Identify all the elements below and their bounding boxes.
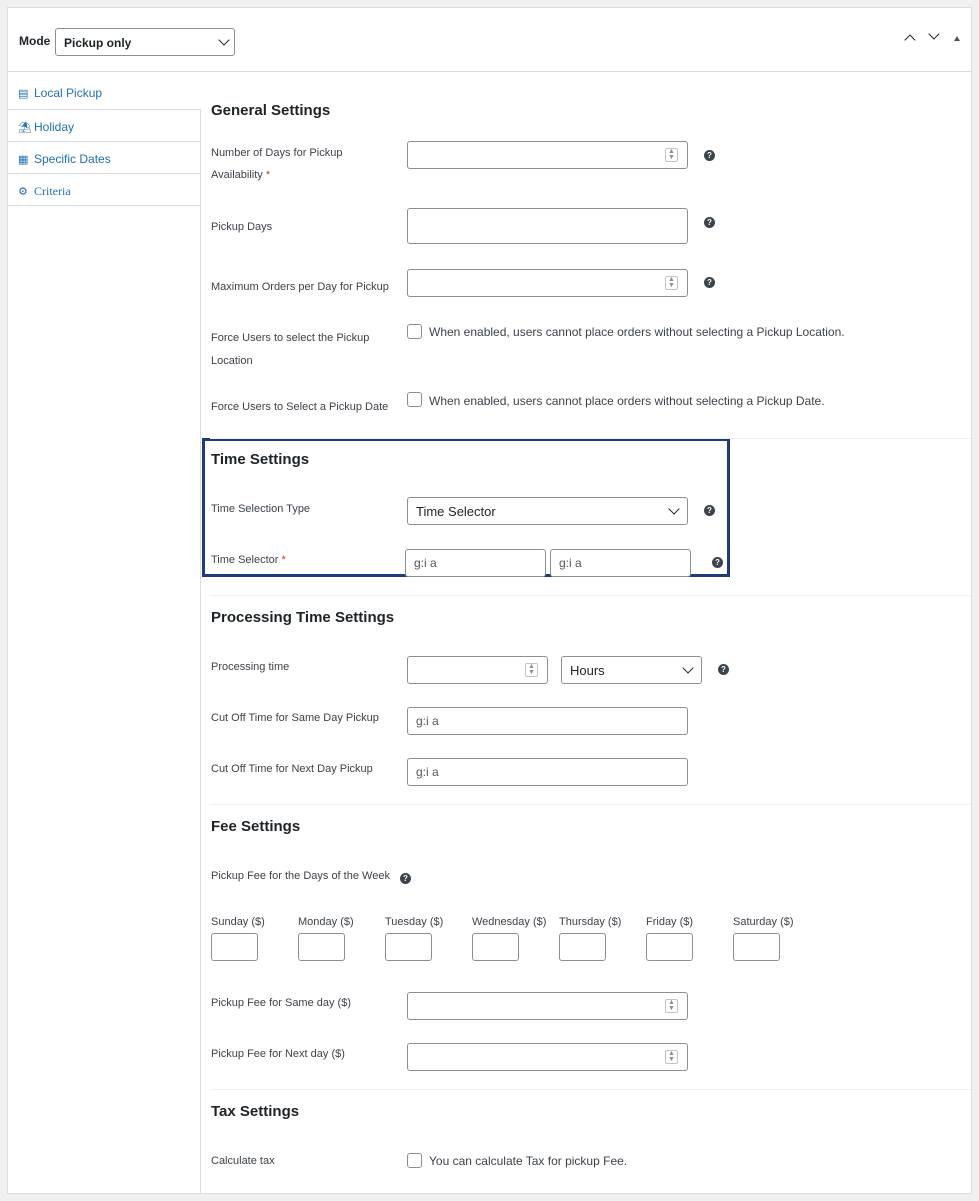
tab-specific-dates[interactable] [8, 142, 201, 174]
chevron-down-icon [928, 28, 939, 39]
pickup-settings-panel [7, 7, 972, 1194]
gear-icon: ⚙ [18, 186, 28, 198]
thursday-fee-input[interactable] [559, 933, 606, 961]
days-availability-label: Number of Days for Pickup Availability * [211, 147, 343, 181]
panel-header [8, 8, 971, 72]
stepper-icon[interactable]: ▲ ▼ [525, 663, 538, 677]
time-selection-type-value: Time Selector [416, 504, 496, 519]
chevron-down-icon [682, 662, 693, 673]
force-location-checkbox[interactable] [407, 324, 422, 339]
processing-unit-select[interactable] [561, 656, 702, 684]
fee-settings-title: Fee Settings [211, 818, 301, 835]
help-icon[interactable]: ? [704, 217, 715, 228]
time-selection-type-select[interactable] [407, 497, 688, 525]
next-day-fee-input[interactable] [407, 1043, 688, 1071]
friday-fee-input[interactable] [646, 933, 693, 961]
section-divider [210, 1089, 971, 1090]
friday-fee-label: Friday ($) [646, 916, 694, 928]
same-day-fee-label: Pickup Fee for Same day ($) [211, 997, 352, 1009]
force-date-checkbox[interactable] [407, 392, 422, 407]
processing-unit-value: Hours [570, 663, 605, 678]
same-day-fee-input[interactable] [407, 992, 688, 1020]
days-availability-input[interactable] [407, 141, 688, 169]
wednesday-fee-label: Wednesday ($) [472, 916, 547, 928]
stepper-icon[interactable]: ▲ ▼ [665, 148, 678, 162]
same-day-cutoff-label: Cut Off Time for Same Day Pickup [211, 712, 379, 724]
chevron-down-icon [218, 34, 229, 45]
processing-time-input[interactable] [407, 656, 548, 684]
tax-settings-title: Tax Settings [211, 1103, 300, 1120]
calendar-icon: ▦ [18, 154, 29, 166]
force-location-description: When enabled, users cannot place orders without selecting a Pickup Location. [429, 325, 845, 339]
tab-local-pickup[interactable] [8, 73, 201, 110]
settings-sidebar [8, 73, 201, 1193]
max-orders-label: Maximum Orders per Day for Pickup [211, 281, 389, 293]
store-icon: ▤ [18, 88, 29, 100]
mode-label: Mode [19, 34, 51, 48]
monday-fee-input[interactable] [298, 933, 345, 961]
saturday-fee-label: Saturday ($) [733, 916, 794, 928]
sunday-fee-label: Sunday ($) [211, 916, 265, 928]
time-from-input[interactable]: g:i a [405, 549, 546, 577]
tab-label: Holiday [34, 120, 75, 134]
section-divider [210, 438, 971, 439]
stepper-icon[interactable]: ▲ ▼ [665, 1050, 678, 1064]
help-icon[interactable]: ? [704, 277, 715, 288]
week-fee-label: Pickup Fee for the Days of the Week [211, 870, 390, 882]
stepper-icon[interactable]: ▲ ▼ [665, 276, 678, 290]
stepper-icon[interactable]: ▲ ▼ [665, 999, 678, 1013]
tuesday-fee-label: Tuesday ($) [385, 916, 444, 928]
force-date-label: Force Users to Select a Pickup Date [211, 401, 389, 413]
tab-label: Specific Dates [34, 152, 111, 166]
tab-label: Criteria [34, 184, 71, 198]
tab-criteria[interactable] [8, 174, 201, 206]
time-to-input[interactable]: g:i a [550, 549, 691, 577]
move-down-button[interactable] [926, 28, 942, 44]
beach-icon: ⛱ [18, 122, 32, 134]
toggle-panel-icon[interactable] [954, 36, 960, 41]
max-orders-input[interactable] [407, 269, 688, 297]
next-day-cutoff-input[interactable]: g:i a [407, 758, 688, 786]
time-selector-label: Time Selector * [211, 554, 286, 566]
settings-content [210, 73, 971, 1193]
mode-select-value: Pickup only [64, 36, 132, 50]
time-settings-title: Time Settings [211, 451, 310, 468]
calculate-tax-checkbox[interactable] [407, 1153, 422, 1168]
processing-time-label: Processing time [211, 661, 290, 673]
next-day-fee-label: Pickup Fee for Next day ($) [211, 1048, 345, 1060]
chevron-up-icon [904, 34, 915, 45]
tuesday-fee-input[interactable] [385, 933, 432, 961]
next-day-cutoff-label: Cut Off Time for Next Day Pickup [211, 763, 373, 775]
move-up-button[interactable] [902, 30, 918, 46]
wednesday-fee-input[interactable] [472, 933, 519, 961]
sunday-fee-input[interactable] [211, 933, 258, 961]
thursday-fee-label: Thursday ($) [559, 916, 622, 928]
tab-label: Local Pickup [34, 86, 103, 100]
general-settings-title: General Settings [211, 102, 331, 119]
pickup-days-label: Pickup Days [211, 221, 273, 233]
pickup-days-input[interactable] [407, 208, 688, 244]
force-location-label: Force Users to select the Pickup Location [211, 332, 370, 367]
calculate-tax-label: Calculate tax [211, 1155, 275, 1167]
same-day-cutoff-input[interactable]: g:i a [407, 707, 688, 735]
monday-fee-label: Monday ($) [298, 916, 354, 928]
help-icon[interactable]: ? [704, 505, 715, 516]
section-divider [210, 595, 971, 596]
calculate-tax-description: You can calculate Tax for pickup Fee. [429, 1154, 628, 1168]
processing-settings-title: Processing Time Settings [211, 609, 395, 626]
chevron-down-icon [668, 503, 679, 514]
help-icon[interactable]: ? [718, 664, 729, 675]
mode-select[interactable] [55, 28, 235, 56]
time-selection-type-label: Time Selection Type [211, 503, 311, 515]
help-icon[interactable]: ? [704, 150, 715, 161]
help-icon[interactable]: ? [400, 873, 411, 884]
force-date-description: When enabled, users cannot place orders without selecting a Pickup Date. [429, 394, 825, 408]
help-icon[interactable]: ? [712, 557, 723, 568]
section-divider [210, 804, 971, 805]
tab-holiday[interactable] [8, 110, 201, 142]
saturday-fee-input[interactable] [733, 933, 780, 961]
